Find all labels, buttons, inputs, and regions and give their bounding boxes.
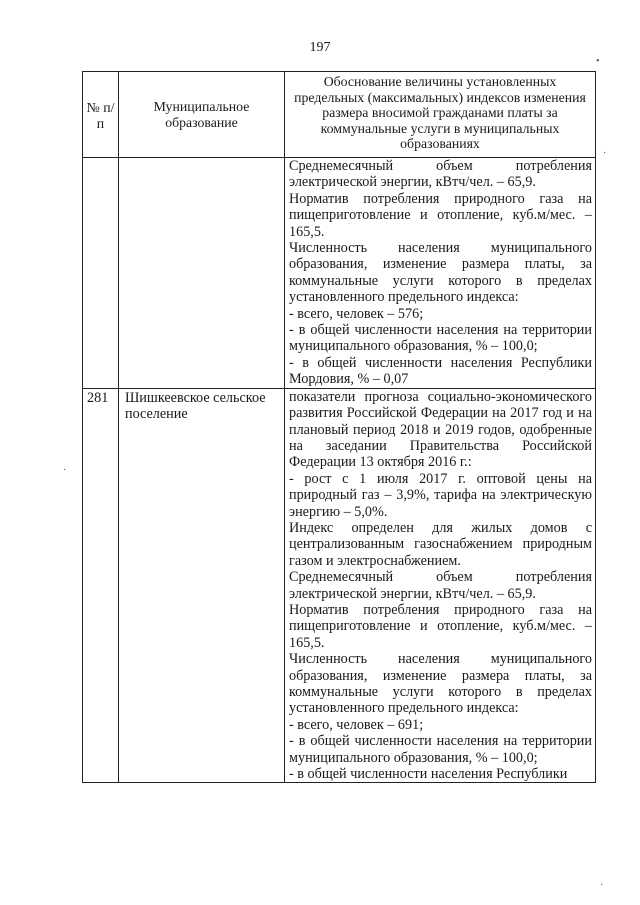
paragraph: - всего, человек – 576; bbox=[289, 305, 424, 322]
page-number: 197 bbox=[309, 40, 331, 55]
row-number bbox=[83, 158, 119, 389]
paragraph: - в общей численности населения на территории муниципального образования, % – 100,0; bbox=[289, 733, 592, 766]
row-number: 281 bbox=[83, 388, 119, 783]
paragraph: Норматив потребления природного газа на пищеприготовление и отопление, куб.м/мес. – 165,5. bbox=[289, 190, 592, 240]
paragraph: Среднемесячный объем потребления электрической энергии, кВтч/чел. – 65,9. bbox=[289, 158, 592, 191]
paragraph: - в общей численности населения Республики bbox=[289, 766, 568, 783]
scan-speck: • bbox=[596, 56, 600, 67]
row-municipality: Шишкеевское сельское поселение bbox=[119, 388, 285, 783]
table-row bbox=[83, 158, 596, 389]
table-row bbox=[83, 388, 596, 783]
header-justification: Обоснование величины установленных предельных (максимальных) индексов изменения размера вносимой гражданами платы за коммунальные услуги в муниципальных образованиях bbox=[285, 72, 596, 158]
row-justification bbox=[285, 388, 596, 783]
paragraph: - в общей численности населения на территории муниципального образования, % – 100,0; bbox=[289, 322, 592, 355]
paragraph: Численность населения муниципального образования, изменение размера платы, за коммунальные услуги которого в пределах установленного предельного индекса: bbox=[289, 651, 592, 717]
paragraph: - рост с 1 июля 2017 г. оптовой цены на природный газ – 3,9%, тарифа на электрическую энергию – 5,0%. bbox=[289, 470, 592, 520]
paragraph: - в общей численности населения Республики Мордовия, % – 0,07 bbox=[289, 354, 592, 388]
row-justification bbox=[285, 158, 596, 389]
paragraph: Индекс определен для жилых домов с централизованным газоснабжением природным газом и электроснабжением. bbox=[289, 519, 592, 569]
header-municipality: Муниципальное образование bbox=[119, 72, 285, 158]
scan-speck: · bbox=[603, 148, 607, 159]
paragraph: показатели прогноза социально-экономического развития Российской Федерации на 2017 год и на плановый период 2018 и 2019 годов, одобренные на заседании Правительства Российской Федерации 13 октября 2016 г.: bbox=[289, 388, 592, 471]
scan-speck: · bbox=[63, 465, 67, 476]
index-justification-table bbox=[82, 71, 596, 783]
paragraph: Среднемесячный объем потребления электрической энергии, кВтч/чел. – 65,9. bbox=[289, 569, 592, 602]
header-number: № п/п bbox=[83, 72, 119, 158]
scan-speck: · bbox=[600, 880, 604, 891]
row-municipality bbox=[119, 158, 285, 389]
paragraph: - всего, человек – 691; bbox=[289, 716, 424, 733]
table-header-row bbox=[83, 72, 596, 158]
paragraph: Численность населения муниципального образования, изменение размера платы, за коммунальные услуги которого в пределах установленного предельного индекса: bbox=[289, 240, 592, 306]
paragraph: Норматив потребления природного газа на пищеприготовление и отопление, куб.м/мес. – 165,5. bbox=[289, 601, 592, 651]
